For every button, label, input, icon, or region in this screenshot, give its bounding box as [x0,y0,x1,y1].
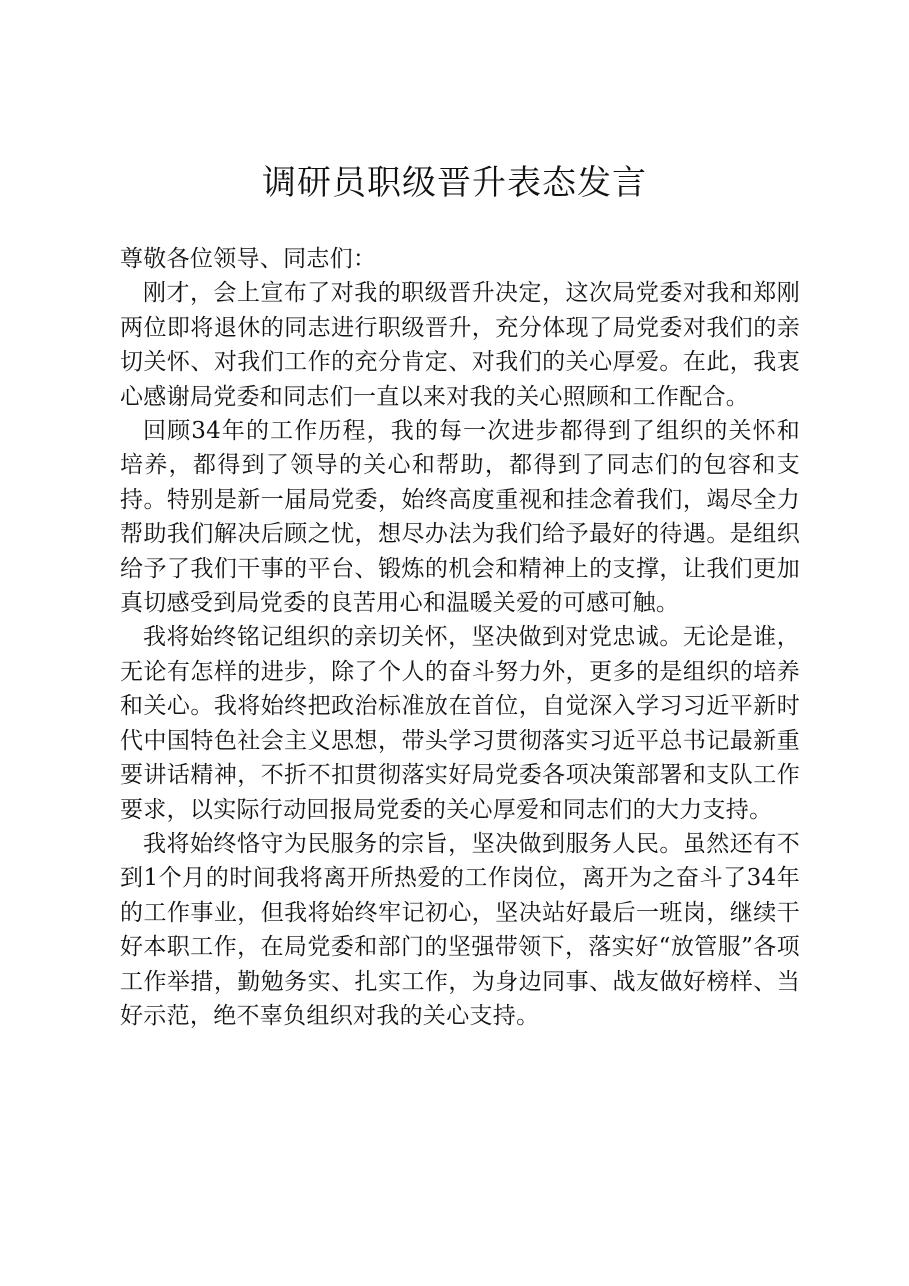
salutation: 尊敬各位领导、同志们： [120,246,377,272]
paragraph-3: 我将始终铭记组织的亲切关怀，坚决做到对党忠诚。无论是谁，无论有怎样的进步，除了个人的奋斗努力外，更多的是组织的培养和关心。我将始终把政治标准放在首位，自觉深入学习习近平新时代中国特色社会主义思想，带头学习贯彻落实习近平总书记最新重要讲话精神，不折不扣贯彻落实好局党委各项决策部署和支队工作要求，以实际行动回报局党委的关心厚爱和同志们的大力支持。 [120,624,800,823]
document-body [120,242,800,1033]
paragraph-4: 我将始终恪守为民服务的宗旨，坚决做到服务人民。虽然还有不到1个月的时间我将离开所热爱的工作岗位，离开为之奋斗了34年的工作事业，但我将始终牢记初心，坚决站好最后一班岗，继续干好本职工作，在局党委和部门的坚强带领下，落实好“放管服”各项工作举措，勤勉务实、扎实工作，为身边同事、战友做好榜样、当好示范，绝不辜负组织对我的关心支持。 [120,830,800,1029]
paragraph-2: 回顾34年的工作历程，我的每一次进步都得到了组织的关怀和培养，都得到了领导的关心和帮助，都得到了同志们的包容和支持。特别是新一届局党委，始终高度重视和挂念着我们，竭尽全力帮助我们解决后顾之忧，想尽办法为我们给予最好的待遇。是组织给予了我们干事的平台、锻炼的机会和精神上的支撑，让我们更加真切感受到局党委的良苦用心和温暖关爱的可感可触。 [120,418,800,617]
paragraph-1: 刚才，会上宣布了对我的职级晋升决定，这次局党委对我和郑刚两位即将退休的同志进行职级晋升，充分体现了局党委对我们的亲切关怀、对我们工作的充分肯定、对我们的关心厚爱。在此，我衷心感谢局党委和同志们一直以来对我的关心照顾和工作配合。 [120,280,800,410]
document-title: 调研员职级晋升表态发言 [262,163,647,203]
